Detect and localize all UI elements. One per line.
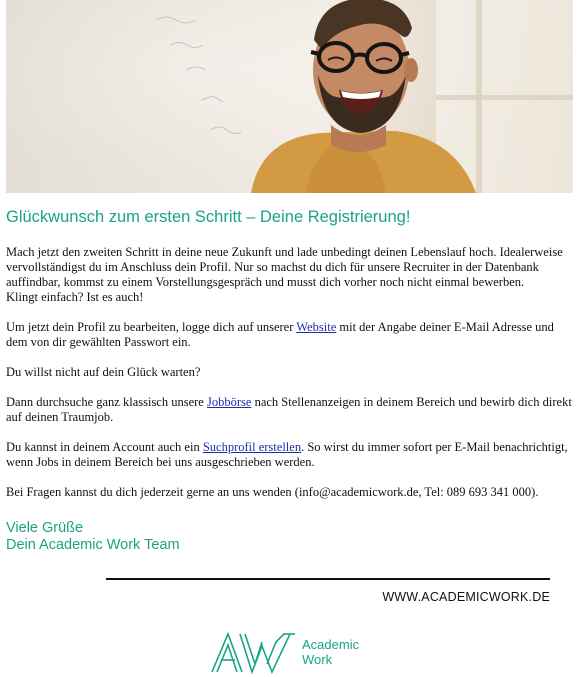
searchprofile-text-before: Du kannst in deinem Account auch ein — [6, 440, 203, 454]
logo-word-work: Work — [302, 652, 333, 667]
intro-paragraph — [6, 245, 574, 305]
signoff — [6, 520, 180, 554]
aw-logo-icon — [210, 628, 300, 676]
hero-image — [6, 0, 573, 193]
intro-text: Mach jetzt den zweiten Schritt in deine neue Zukunft und lade unbedingt deinen Lebenslauf hoch. Idealerweise vervollständigst du im Anschluss dein Profil. Nur so machst du dich für unsere Recruiter in der Datenbank auffindbar, kommst zu einem Vorstellungsgespräch und musst dich vorher noch nicht einmal bewerben. — [6, 245, 563, 289]
question-paragraph: Du willst nicht auf dein Glück warten? — [6, 365, 201, 379]
jobboard-text-before: Dann durchsuche ganz klassisch unsere — [6, 395, 207, 409]
searchprofile-paragraph — [6, 440, 574, 470]
jobboard-text-after: nach Stellenanzeigen in deinem Bereich und bewirb dich direkt auf deinen Traumjob. — [6, 395, 572, 424]
page-title: Glückwunsch zum ersten Schritt – Deine Registrierung! — [6, 208, 411, 226]
profile-text-before: Um jetzt dein Profil zu bearbeiten, logge dich auf unserer — [6, 320, 297, 334]
profile-paragraph — [6, 320, 574, 350]
signoff-greeting: Viele Grüße — [6, 520, 84, 536]
signoff-team: Dein Academic Work Team — [6, 537, 180, 553]
website-url[interactable]: WWW.ACADEMICWORK.DE — [382, 590, 550, 604]
jobboard-paragraph — [6, 395, 574, 425]
academic-work-logo[interactable] — [210, 628, 380, 676]
profile-text-after: mit der Angabe deiner E-Mail Adresse und dem von dir gewählten Passwort ein. — [6, 320, 554, 349]
divider — [106, 578, 550, 580]
email-body — [6, 245, 574, 515]
intro-tagline: Klingt einfach? Ist es auch! — [6, 290, 144, 304]
jobboerse-link[interactable]: Jobbörse — [206, 395, 252, 409]
contact-paragraph: Bei Fragen kannst du dich jederzeit gerne an uns wenden (info@academicwork.de, Tel: 089 693 341 000). — [6, 485, 539, 499]
website-link[interactable]: Website — [296, 320, 337, 334]
logo-word-academic: Academic — [302, 637, 360, 652]
suchprofile-link[interactable]: Suchprofil erstellen — [202, 440, 302, 454]
searchprofile-text-after: . So wirst du immer sofort per E-Mail benachrichtigt, wenn Jobs in deinem Bereich bei uns ausgeschrieben werden. — [6, 440, 568, 469]
logo-wordmark — [302, 637, 359, 667]
